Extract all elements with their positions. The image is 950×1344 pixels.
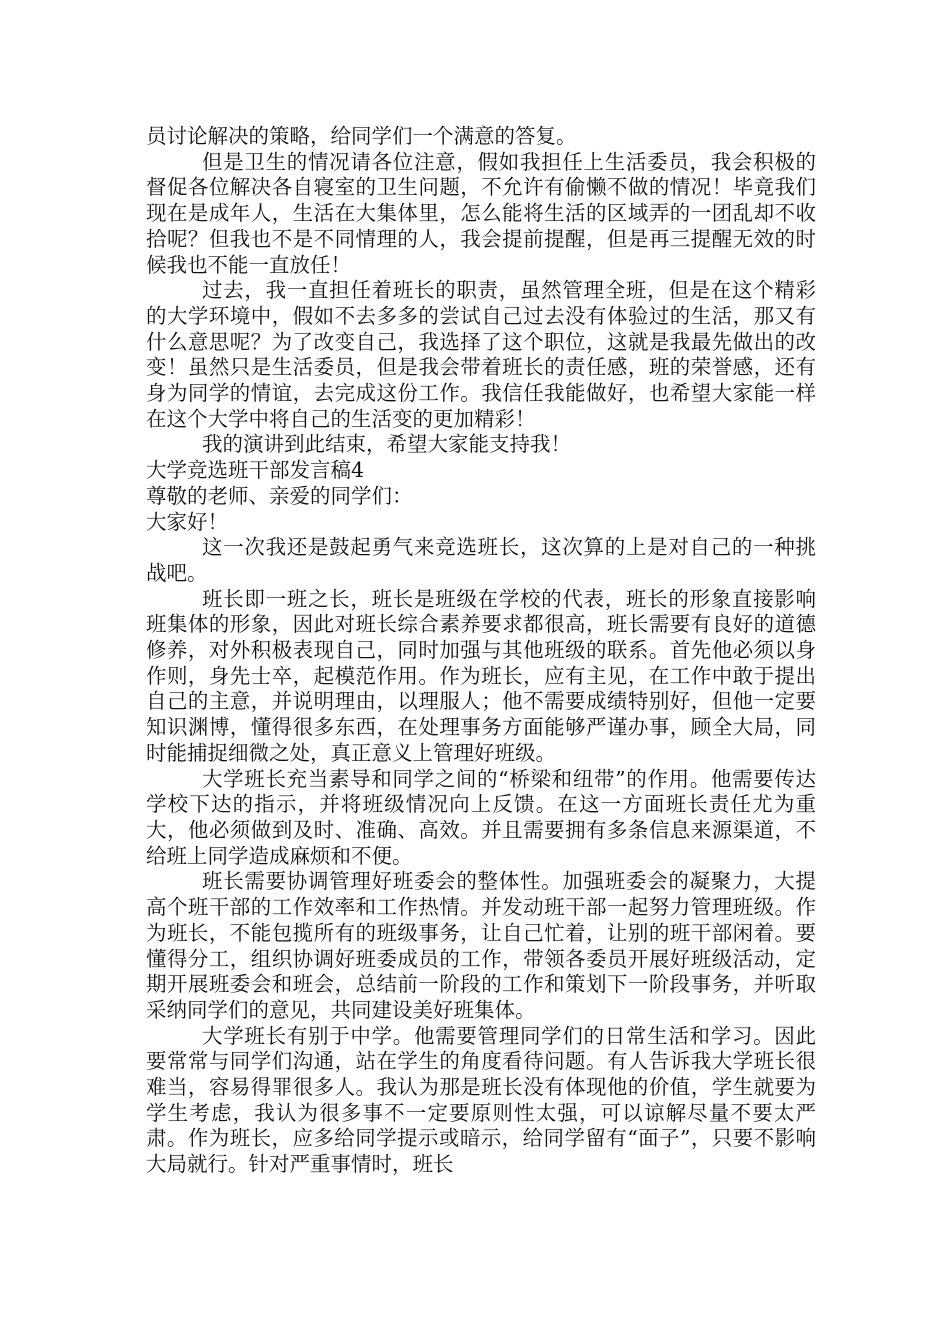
paragraph-committee: 班长需要协调管理好班委会的整体性。加强班委会的凝聚力，大提高个班干部的工作效率和工作热情。并发动班干部一起努力管理班级。作为班长，不能包揽所有的班级事务，让自己忙着，让别的班干部闲着。要懂得分工，组织协调好班委成员的工作，带领各委员开展好班级活动，定期开展班委会和班会，总结前一阶段的工作和策划下一阶段事务，并听取采纳同学们的意见，共同建设美好班集体。 — [146, 869, 816, 1022]
paragraph-continuation: 员讨论解决的策略，给同学们一个满意的答复。 — [146, 124, 577, 148]
salutation: 尊敬的老师、亲爱的同学们： — [146, 483, 413, 508]
paragraph-intro: 这一次我还是鼓起勇气来竞选班长，这次算的上是对自己的一种挑战吧。 — [146, 535, 816, 585]
paragraph-closing: 我的演讲到此结束，希望大家能支持我！ — [202, 432, 571, 457]
section-heading: 大学竞选班干部发言稿4 — [146, 458, 365, 483]
greeting: 大家好！ — [146, 509, 228, 534]
paragraph-monitor-role: 班长即一班之长，班长是班级在学校的代表，班长的形象直接影响班集体的形象，因此对班长综合素养要求都很高，班长需要有良好的道德修养，对外积极表现自己，同时加强与其他班级的联系。首先他必须以身作则，身先士卒，起模范作用。作为班长，应有主见，在工作中敢于提出自己的主意，并说明理由，以理服人；他不需要成绩特别好，但他一定要知识渊博，懂得很多东西，在处理事务方面能够严谨办事，顾全大局，同时能捕捉细微之处，真正意义上管理好班级。 — [146, 586, 816, 765]
paragraph-past-experience: 过去，我一直担任着班长的职责，虽然管理全班，但是在这个精彩的大学环境中，假如不去多多的尝试自己过去没有体验过的生活，那又有什么意思呢？为了改变自己，我选择了这个职位，这就是我最先做出的改变！虽然只是生活委员，但是我会带着班长的责任感，班的荣誉感，还有身为同学的情谊，去完成这份工作。我信任我能做好，也希望大家能一样在这个大学中将自己的生活变的更加精彩！ — [146, 278, 816, 431]
document-body — [146, 124, 816, 1178]
paragraph-university: 大学班长有别于中学。他需要管理同学们的日常生活和学习。因此要常常与同学们沟通，站在学生的角度看待问题。有人告诉我大学班长很难当，容易得罪很多人。我认为那是班长没有体现他的价值，学生就要为学生考虑，我认为很多事不一定要原则性太强，可以谅解尽量不要太严肃。作为班长，应多给同学提示或暗示，给同学留有“面子”，只要不影响大局就行。针对严重事情时，班长 — [146, 1023, 816, 1177]
paragraph-bridge: 大学班长充当素导和同学之间的“桥梁和纽带”的作用。他需要传达学校下达的指示，并将班级情况向上反馈。在这一方面班长责任尤为重大，他必须做到及时、准确、高效。并且需要拥有多条信息来源渠道，不给班上同学造成麻烦和不便。 — [146, 766, 816, 868]
paragraph-hygiene: 但是卫生的情况请各位注意，假如我担任上生活委员，我会积极的督促各位解决各自寝室的卫生问题，不允许有偷懒不做的情况！毕竟我们现在是成年人，生活在大集体里，怎么能将生活的区域弄的一团乱却不收拾呢？但我也不是不同情理的人，我会提前提醒，但是再三提醒无效的时候我也不能一直放任！ — [146, 149, 816, 277]
